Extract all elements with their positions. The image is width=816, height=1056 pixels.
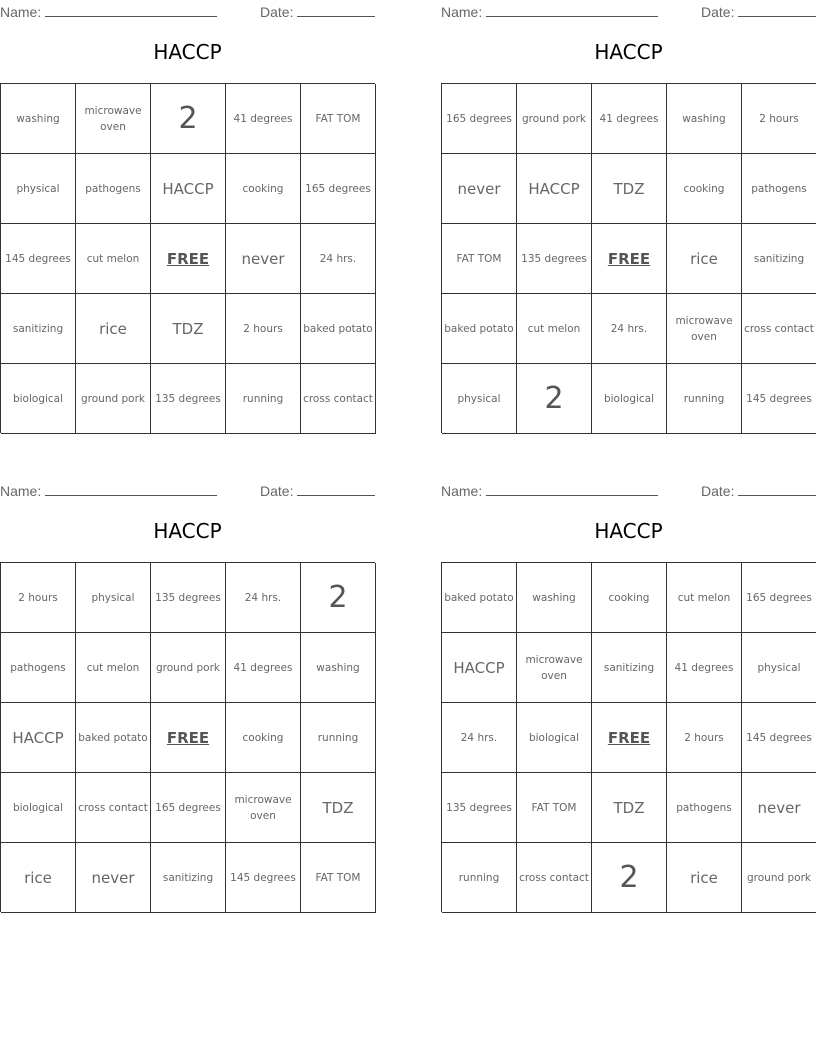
bingo-cell[interactable]: 165 degrees	[301, 154, 376, 224]
bingo-cell[interactable]: TDZ	[151, 294, 226, 364]
bingo-cell[interactable]: 165 degrees	[742, 563, 816, 633]
bingo-grid	[0, 83, 375, 433]
card-header	[441, 0, 816, 22]
bingo-cell[interactable]: TDZ	[301, 773, 376, 843]
bingo-grid	[441, 83, 816, 433]
name-field	[441, 2, 658, 20]
bingo-card	[0, 479, 375, 919]
bingo-cell[interactable]: FAT TOM	[442, 224, 517, 294]
bingo-cell[interactable]: 2 hours	[742, 84, 816, 154]
bingo-cell[interactable]: cut melon	[76, 633, 151, 703]
bingo-card	[0, 0, 375, 440]
bingo-cell[interactable]: pathogens	[1, 633, 76, 703]
bingo-cell[interactable]: running	[667, 364, 742, 434]
bingo-grid	[441, 562, 816, 912]
bingo-cell[interactable]: washing	[517, 563, 592, 633]
bingo-cell[interactable]: sanitizing	[592, 633, 667, 703]
bingo-cell[interactable]: cross contact	[301, 364, 376, 434]
bingo-cell[interactable]: TDZ	[592, 773, 667, 843]
name-blank-line[interactable]	[486, 481, 658, 496]
bingo-cell[interactable]: microwave oven	[226, 773, 301, 843]
bingo-cell[interactable]: rice	[76, 294, 151, 364]
bingo-cell[interactable]: 135 degrees	[151, 364, 226, 434]
bingo-cell[interactable]: physical	[442, 364, 517, 434]
bingo-cell[interactable]: 41 degrees	[226, 633, 301, 703]
bingo-cell[interactable]: sanitizing	[151, 843, 226, 913]
date-blank-line[interactable]	[738, 2, 816, 17]
bingo-cell[interactable]: baked potato	[76, 703, 151, 773]
free-space-cell[interactable]: FREE	[592, 703, 667, 773]
bingo-cell[interactable]: biological	[1, 773, 76, 843]
card-title: HACCP	[594, 519, 663, 543]
bingo-cell[interactable]: FAT TOM	[517, 773, 592, 843]
bingo-cell[interactable]: rice	[1, 843, 76, 913]
bingo-cell[interactable]: microwave oven	[76, 84, 151, 154]
bingo-cell[interactable]: washing	[301, 633, 376, 703]
bingo-cell[interactable]: cooking	[226, 703, 301, 773]
bingo-cell[interactable]: cut melon	[667, 563, 742, 633]
card-title: HACCP	[153, 519, 222, 543]
name-label: Name:	[0, 4, 42, 20]
free-space-cell[interactable]: FREE	[151, 703, 226, 773]
bingo-cell[interactable]: pathogens	[667, 773, 742, 843]
bingo-cell[interactable]: 24 hrs.	[226, 563, 301, 633]
bingo-cell[interactable]: FAT TOM	[301, 84, 376, 154]
name-blank-line[interactable]	[45, 481, 217, 496]
bingo-cell[interactable]: physical	[76, 563, 151, 633]
bingo-cell[interactable]: 145 degrees	[226, 843, 301, 913]
bingo-cell[interactable]: ground pork	[517, 84, 592, 154]
bingo-cell[interactable]: never	[742, 773, 816, 843]
name-field	[0, 2, 217, 20]
bingo-cell[interactable]: 2 hours	[226, 294, 301, 364]
name-field	[441, 481, 658, 499]
bingo-cell[interactable]: cooking	[592, 563, 667, 633]
bingo-cell[interactable]: 145 degrees	[742, 364, 816, 434]
date-field	[701, 481, 816, 499]
card-header	[0, 479, 375, 501]
bingo-cell[interactable]: 24 hrs.	[592, 294, 667, 364]
bingo-cell[interactable]: physical	[742, 633, 816, 703]
bingo-cell[interactable]: never	[226, 224, 301, 294]
bingo-cell[interactable]: ground pork	[151, 633, 226, 703]
name-blank-line[interactable]	[486, 2, 658, 17]
bingo-cell[interactable]: cross contact	[76, 773, 151, 843]
bingo-cell[interactable]: sanitizing	[1, 294, 76, 364]
bingo-cell[interactable]: baked potato	[442, 294, 517, 364]
bingo-cell[interactable]: running	[442, 843, 517, 913]
date-field	[260, 481, 375, 499]
bingo-cell[interactable]: cooking	[667, 154, 742, 224]
name-blank-line[interactable]	[45, 2, 217, 17]
bingo-cell[interactable]: 135 degrees	[442, 773, 517, 843]
bingo-card	[441, 479, 816, 919]
name-field	[0, 481, 217, 499]
bingo-cell[interactable]: 145 degrees	[742, 703, 816, 773]
card-header	[441, 479, 816, 501]
bingo-cell[interactable]: biological	[1, 364, 76, 434]
bingo-cell[interactable]: biological	[517, 703, 592, 773]
date-field	[260, 2, 375, 20]
name-label: Name:	[0, 483, 42, 499]
bingo-cell[interactable]: 2	[301, 563, 376, 633]
bingo-cell[interactable]: pathogens	[76, 154, 151, 224]
bingo-cell[interactable]: microwave oven	[667, 294, 742, 364]
bingo-cell[interactable]: 2	[517, 364, 592, 434]
bingo-cell[interactable]: HACCP	[1, 703, 76, 773]
bingo-cell[interactable]: TDZ	[592, 154, 667, 224]
bingo-cell[interactable]: rice	[667, 843, 742, 913]
card-title: HACCP	[594, 40, 663, 64]
date-field	[701, 2, 816, 20]
bingo-cell[interactable]: baked potato	[301, 294, 376, 364]
bingo-cell[interactable]: 2	[151, 84, 226, 154]
bingo-cell[interactable]: 24 hrs.	[301, 224, 376, 294]
bingo-cell[interactable]: HACCP	[517, 154, 592, 224]
bingo-cell[interactable]: 41 degrees	[667, 633, 742, 703]
bingo-cell[interactable]: cooking	[226, 154, 301, 224]
free-space-cell[interactable]: FREE	[592, 224, 667, 294]
card-header	[0, 0, 375, 22]
free-space-cell[interactable]: FREE	[151, 224, 226, 294]
name-label: Name:	[441, 4, 483, 20]
bingo-cell[interactable]: pathogens	[742, 154, 816, 224]
date-label: Date:	[260, 4, 294, 20]
bingo-cell[interactable]: 135 degrees	[151, 563, 226, 633]
bingo-cell[interactable]: washing	[667, 84, 742, 154]
bingo-cell[interactable]: 145 degrees	[1, 224, 76, 294]
bingo-cell[interactable]: 2 hours	[667, 703, 742, 773]
date-label: Date:	[701, 483, 735, 499]
bingo-cell[interactable]: never	[76, 843, 151, 913]
bingo-cell[interactable]: 135 degrees	[517, 224, 592, 294]
bingo-cell[interactable]: running	[301, 703, 376, 773]
bingo-cell[interactable]: running	[226, 364, 301, 434]
bingo-cell[interactable]: 2	[592, 843, 667, 913]
card-title: HACCP	[153, 40, 222, 64]
bingo-cell[interactable]: biological	[592, 364, 667, 434]
bingo-cell[interactable]: 165 degrees	[151, 773, 226, 843]
bingo-cell[interactable]: physical	[1, 154, 76, 224]
bingo-cell[interactable]: cut melon	[517, 294, 592, 364]
bingo-cell[interactable]: 41 degrees	[592, 84, 667, 154]
bingo-card	[441, 0, 816, 440]
date-label: Date:	[701, 4, 735, 20]
bingo-cell[interactable]: cut melon	[76, 224, 151, 294]
bingo-cell[interactable]: ground pork	[742, 843, 816, 913]
bingo-cell[interactable]: FAT TOM	[301, 843, 376, 913]
bingo-cell[interactable]: HACCP	[151, 154, 226, 224]
bingo-cell[interactable]: sanitizing	[742, 224, 816, 294]
bingo-cell[interactable]: cross contact	[742, 294, 816, 364]
date-blank-line[interactable]	[297, 2, 375, 17]
bingo-cell[interactable]: HACCP	[442, 633, 517, 703]
name-label: Name:	[441, 483, 483, 499]
date-label: Date:	[260, 483, 294, 499]
bingo-cell[interactable]: 165 degrees	[442, 84, 517, 154]
bingo-cell[interactable]: microwave oven	[517, 633, 592, 703]
bingo-cell[interactable]: baked potato	[442, 563, 517, 633]
bingo-cell[interactable]: washing	[1, 84, 76, 154]
bingo-cell[interactable]: 2 hours	[1, 563, 76, 633]
bingo-cell[interactable]: rice	[667, 224, 742, 294]
bingo-cell[interactable]: 24 hrs.	[442, 703, 517, 773]
bingo-cell[interactable]: 41 degrees	[226, 84, 301, 154]
bingo-cell[interactable]: ground pork	[76, 364, 151, 434]
bingo-cell[interactable]: never	[442, 154, 517, 224]
bingo-grid	[0, 562, 375, 912]
bingo-cell[interactable]: cross contact	[517, 843, 592, 913]
date-blank-line[interactable]	[297, 481, 375, 496]
date-blank-line[interactable]	[738, 481, 816, 496]
